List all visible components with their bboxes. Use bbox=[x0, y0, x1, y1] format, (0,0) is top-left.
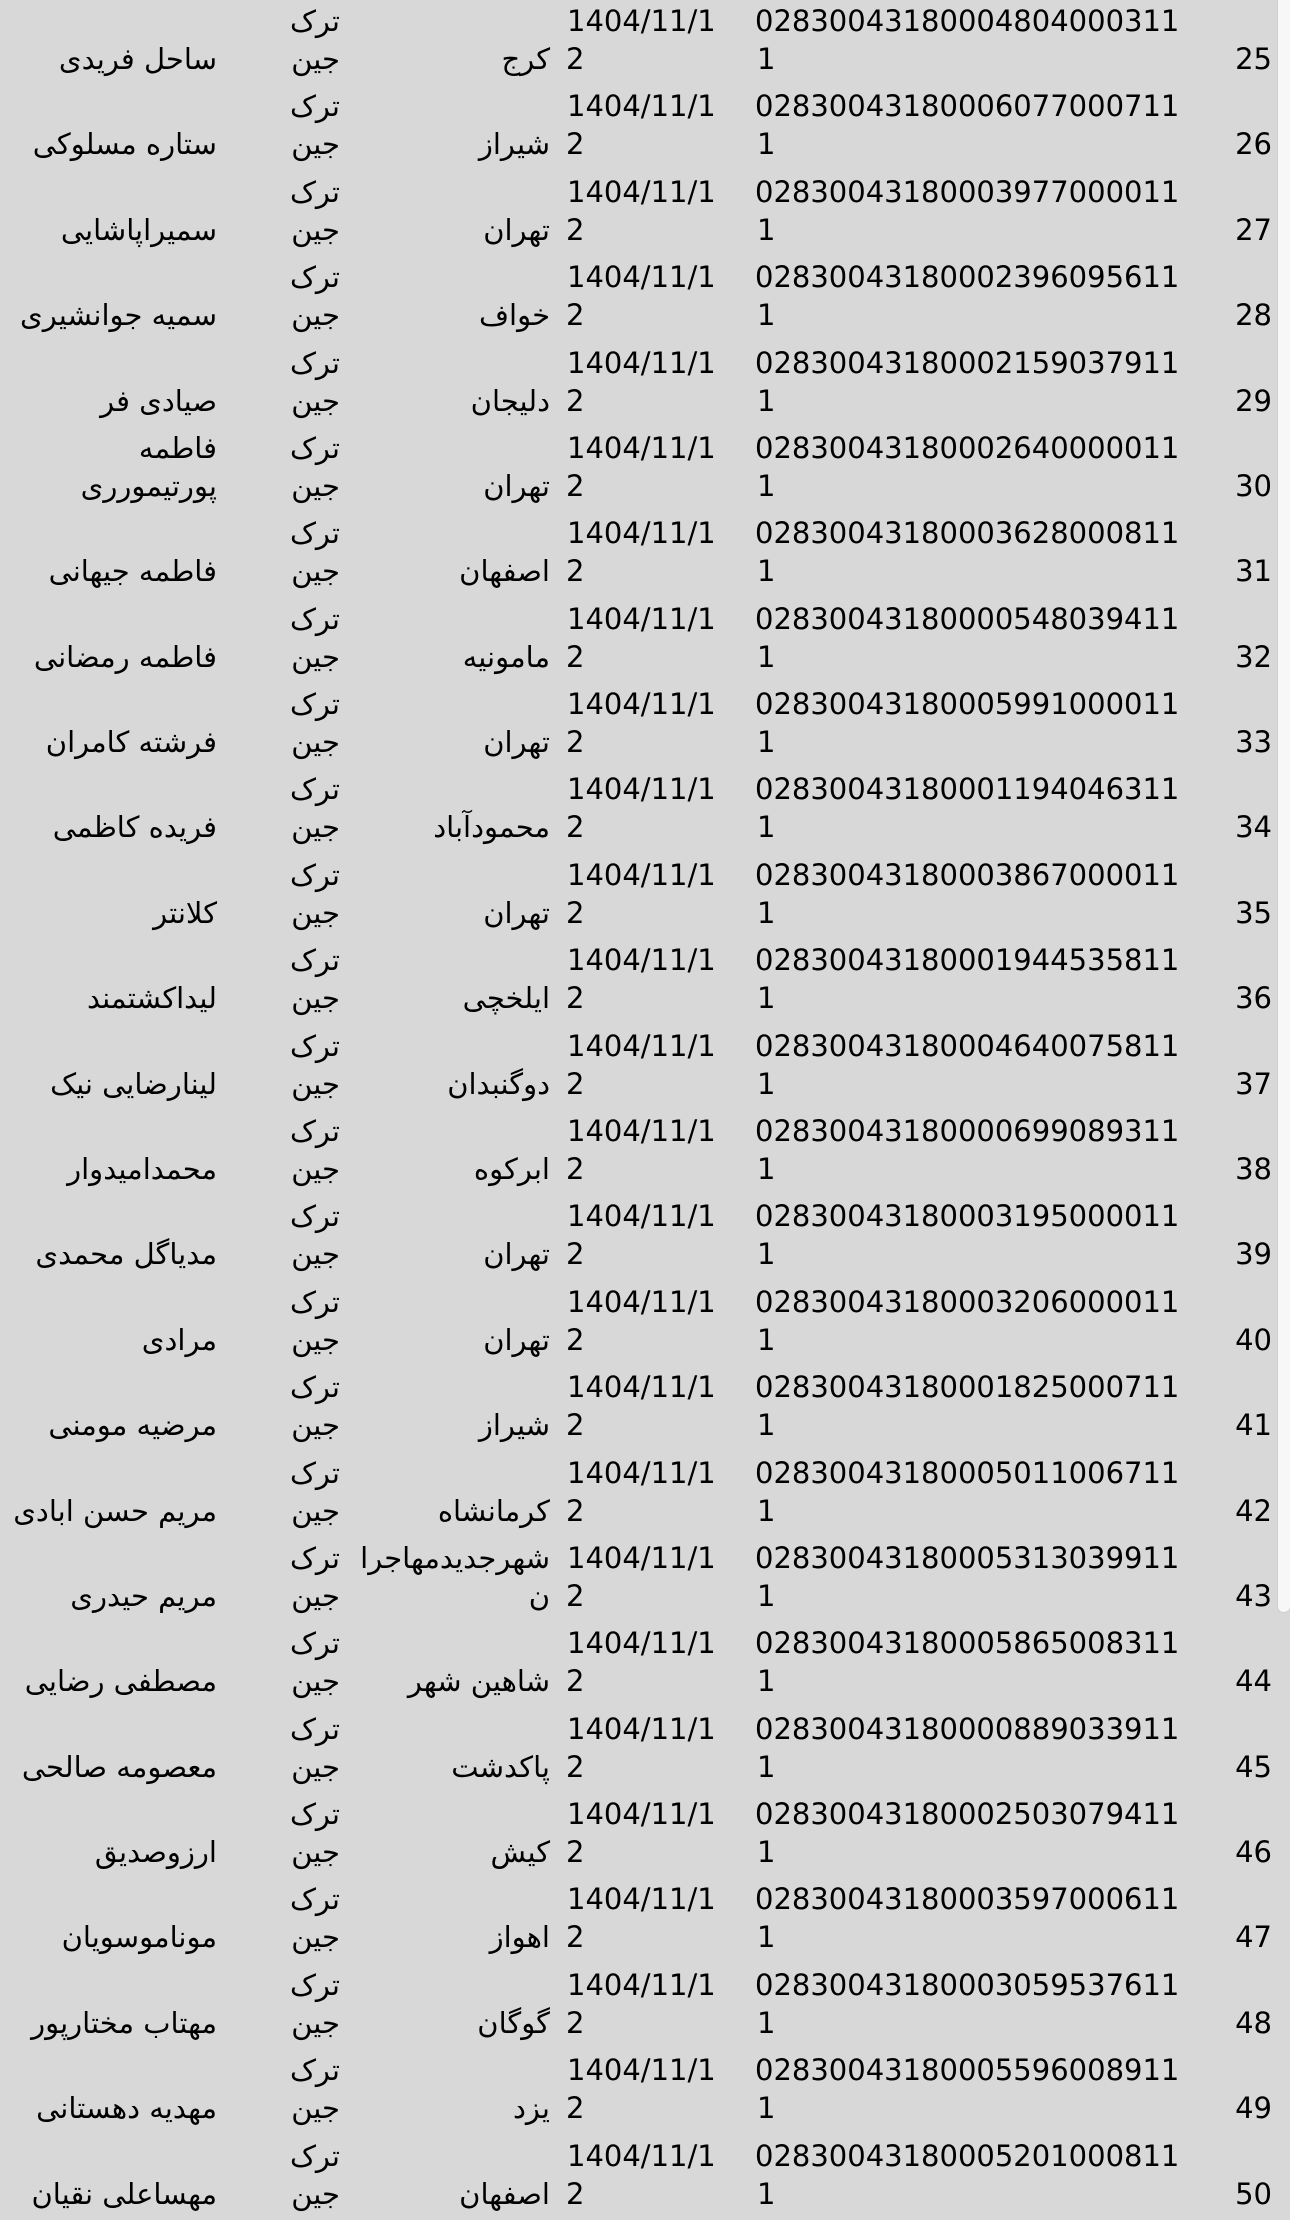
date: 1404/11/1 bbox=[567, 687, 716, 721]
row-number: 30 bbox=[1235, 469, 1272, 503]
date: 1404/11/1 bbox=[567, 516, 716, 550]
quantity: 2 bbox=[566, 1920, 585, 1954]
customer-name: مرادی bbox=[141, 1323, 217, 1357]
customer-name: فرشته کامران bbox=[45, 725, 217, 759]
customer-name: مریم حسن ابادی bbox=[13, 1494, 217, 1528]
tracking-code: 02830043180005201000811 bbox=[755, 2139, 1180, 2173]
city: دلیجان bbox=[470, 384, 550, 418]
customer-name: لیداکشتمند bbox=[86, 981, 217, 1015]
quantity: 2 bbox=[566, 1835, 585, 1869]
city-line1: شهرجدیدمهاجرا bbox=[360, 1541, 550, 1575]
product-type-line2: جین bbox=[291, 42, 340, 76]
quantity: 2 bbox=[566, 1323, 585, 1357]
product-type-line1: ترک bbox=[289, 89, 340, 123]
city: گوگان bbox=[477, 2006, 550, 2040]
tracking-code-wrap: 1 bbox=[757, 1835, 776, 1869]
table-row bbox=[0, 1793, 1290, 1879]
product-type-line1: ترک bbox=[289, 2139, 340, 2173]
product-type-line2: جین bbox=[291, 127, 340, 161]
city: دوگنبدان bbox=[447, 1067, 550, 1101]
product-type-line1: ترک bbox=[289, 1114, 340, 1148]
customer-name: مهتاب مختارپور bbox=[31, 2006, 217, 2040]
date: 1404/11/1 bbox=[567, 2139, 716, 2173]
date: 1404/11/1 bbox=[567, 1882, 716, 1916]
date: 1404/11/1 bbox=[567, 1968, 716, 2002]
customer-name: لینارضایی نیک bbox=[50, 1067, 217, 1101]
table-row bbox=[0, 1025, 1290, 1111]
tracking-code-wrap: 1 bbox=[757, 1494, 776, 1528]
tracking-code: 02830043180001194046311 bbox=[755, 772, 1180, 806]
product-type-line1: ترک bbox=[289, 943, 340, 977]
customer-name: فریده کاظمی bbox=[52, 810, 217, 844]
date: 1404/11/1 bbox=[567, 89, 716, 123]
product-type-line1: ترک bbox=[289, 260, 340, 294]
row-number: 26 bbox=[1235, 127, 1272, 161]
tracking-code: 02830043180002640000011 bbox=[755, 431, 1180, 465]
tracking-code: 02830043180002503079411 bbox=[755, 1797, 1180, 1831]
product-type-line2: جین bbox=[291, 1664, 340, 1698]
city: شیراز bbox=[478, 127, 550, 161]
row-number: 29 bbox=[1235, 384, 1272, 418]
quantity: 2 bbox=[566, 810, 585, 844]
product-type-line2: جین bbox=[291, 1323, 340, 1357]
date: 1404/11/1 bbox=[567, 772, 716, 806]
tracking-code: 02830043180000699089311 bbox=[755, 1114, 1180, 1148]
product-type-line1: ترک bbox=[289, 175, 340, 209]
city: یزد bbox=[513, 2091, 550, 2125]
table-row bbox=[0, 85, 1290, 171]
row-number: 38 bbox=[1235, 1152, 1272, 1186]
table-row bbox=[0, 342, 1290, 428]
product-type-line2: جین bbox=[291, 384, 340, 418]
tracking-code: 02830043180005596008911 bbox=[755, 2053, 1180, 2087]
tracking-code: 02830043180002396095611 bbox=[755, 260, 1180, 294]
table-row bbox=[0, 598, 1290, 684]
date: 1404/11/1 bbox=[567, 1712, 716, 1746]
product-type-line1: ترک bbox=[289, 1456, 340, 1490]
city: پاکدشت bbox=[451, 1750, 550, 1784]
tracking-code: 02830043180004804000311 bbox=[755, 4, 1180, 38]
tracking-code: 02830043180002159037911 bbox=[755, 346, 1180, 380]
city: تهران bbox=[483, 1323, 550, 1357]
product-type-line1: ترک bbox=[289, 4, 340, 38]
tracking-code-wrap: 1 bbox=[757, 469, 776, 503]
tracking-code-wrap: 1 bbox=[757, 127, 776, 161]
date: 1404/11/1 bbox=[567, 1797, 716, 1831]
product-type-line1: ترک bbox=[289, 1882, 340, 1916]
product-type-line2: جین bbox=[291, 2091, 340, 2125]
city: محمودآباد bbox=[433, 810, 550, 844]
tracking-code-wrap: 1 bbox=[757, 1920, 776, 1954]
city: کیش bbox=[490, 1835, 550, 1869]
row-number: 34 bbox=[1235, 810, 1272, 844]
date: 1404/11/1 bbox=[567, 1456, 716, 1490]
tracking-code-wrap: 1 bbox=[757, 1750, 776, 1784]
product-type-line1: ترک bbox=[289, 1029, 340, 1063]
product-type-line1: ترک bbox=[289, 772, 340, 806]
table-row bbox=[0, 1110, 1290, 1196]
customer-name: مهساعلی نقیان bbox=[31, 2177, 217, 2211]
product-type-line2: جین bbox=[291, 1835, 340, 1869]
table-row bbox=[0, 768, 1290, 854]
product-type-line2: جین bbox=[291, 725, 340, 759]
date: 1404/11/1 bbox=[567, 1199, 716, 1233]
quantity: 2 bbox=[566, 42, 585, 76]
city: تهران bbox=[483, 725, 550, 759]
product-type-line1: ترک bbox=[289, 858, 340, 892]
tracking-code-wrap: 1 bbox=[757, 1067, 776, 1101]
city: تهران bbox=[483, 469, 550, 503]
customer-name: مرضیه مومنی bbox=[48, 1408, 217, 1442]
quantity: 2 bbox=[566, 384, 585, 418]
product-type-line2: جین bbox=[291, 2006, 340, 2040]
product-type-line1: ترک bbox=[289, 1712, 340, 1746]
table-row bbox=[0, 1878, 1290, 1964]
quantity: 2 bbox=[566, 1579, 585, 1613]
customer-name: مدیاگل محمدی bbox=[35, 1237, 217, 1271]
tracking-code: 02830043180003597000611 bbox=[755, 1882, 1180, 1916]
city: ابرکوه bbox=[473, 1152, 550, 1186]
tracking-code: 02830043180003628000811 bbox=[755, 516, 1180, 550]
city: کرمانشاه bbox=[437, 1494, 550, 1528]
row-number: 28 bbox=[1235, 298, 1272, 332]
customer-name: پورتیمورری bbox=[80, 469, 217, 503]
tracking-code-wrap: 1 bbox=[757, 2177, 776, 2211]
row-number: 41 bbox=[1235, 1408, 1272, 1442]
table-row bbox=[0, 0, 1290, 86]
table-row bbox=[0, 1281, 1290, 1367]
customer-name: مریم حیدری bbox=[70, 1579, 217, 1613]
city: اصفهان bbox=[459, 554, 550, 588]
tracking-code: 02830043180003059537611 bbox=[755, 1968, 1180, 2002]
row-number: 32 bbox=[1235, 640, 1272, 674]
tracking-code: 02830043180003195000011 bbox=[755, 1199, 1180, 1233]
product-type-line1: ترک bbox=[289, 687, 340, 721]
table-row bbox=[0, 1537, 1290, 1623]
quantity: 2 bbox=[566, 896, 585, 930]
table-row bbox=[0, 2135, 1290, 2220]
product-type-line2: جین bbox=[291, 1494, 340, 1528]
tracking-code-wrap: 1 bbox=[757, 725, 776, 759]
quantity: 2 bbox=[566, 1494, 585, 1528]
city: کرج bbox=[501, 42, 550, 76]
row-number: 42 bbox=[1235, 1494, 1272, 1528]
quantity: 2 bbox=[566, 127, 585, 161]
tracking-code-wrap: 1 bbox=[757, 2006, 776, 2040]
tracking-code-wrap: 1 bbox=[757, 384, 776, 418]
date: 1404/11/1 bbox=[567, 943, 716, 977]
product-type-line1: ترک bbox=[289, 2053, 340, 2087]
tracking-code-wrap: 1 bbox=[757, 213, 776, 247]
city: ن bbox=[528, 1579, 550, 1613]
product-type-line1: ترک bbox=[289, 1626, 340, 1660]
tracking-code-wrap: 1 bbox=[757, 554, 776, 588]
table-row bbox=[0, 256, 1290, 342]
quantity: 2 bbox=[566, 1664, 585, 1698]
product-type-line2: جین bbox=[291, 298, 340, 332]
city: تهران bbox=[483, 213, 550, 247]
quantity: 2 bbox=[566, 213, 585, 247]
product-type-line2: جین bbox=[291, 896, 340, 930]
tracking-code-wrap: 1 bbox=[757, 1323, 776, 1357]
city: ایلخچی bbox=[462, 981, 550, 1015]
customer-name: فاطمه جیهانی bbox=[48, 554, 217, 588]
city: تهران bbox=[483, 1237, 550, 1271]
product-type-line2: جین bbox=[291, 213, 340, 247]
city: مامونیه bbox=[462, 640, 550, 674]
table-row bbox=[0, 1195, 1290, 1281]
city: شاهین شهر bbox=[407, 1664, 550, 1698]
tracking-code: 02830043180005865008311 bbox=[755, 1626, 1180, 1660]
product-type-line1: ترک bbox=[289, 346, 340, 380]
quantity: 2 bbox=[566, 469, 585, 503]
product-type-line2: جین bbox=[291, 554, 340, 588]
date: 1404/11/1 bbox=[567, 1114, 716, 1148]
quantity: 2 bbox=[566, 1152, 585, 1186]
tracking-code: 02830043180000889033911 bbox=[755, 1712, 1180, 1746]
tracking-code-wrap: 1 bbox=[757, 896, 776, 930]
customer-name: محمدامیدوار bbox=[67, 1152, 217, 1186]
product-type-line1: ترک bbox=[289, 602, 340, 636]
product-type-line1: ترک bbox=[289, 516, 340, 550]
customer-name: مهدیه دهستانی bbox=[36, 2091, 217, 2125]
tracking-code-wrap: 1 bbox=[757, 640, 776, 674]
tracking-code: 02830043180001944535811 bbox=[755, 943, 1180, 977]
tracking-code: 02830043180003867000011 bbox=[755, 858, 1180, 892]
table-row bbox=[0, 1452, 1290, 1538]
row-number: 46 bbox=[1235, 1835, 1272, 1869]
table-row bbox=[0, 1708, 1290, 1794]
tracking-code-wrap: 1 bbox=[757, 1237, 776, 1271]
row-number: 27 bbox=[1235, 213, 1272, 247]
customer-name: معصومه صالحی bbox=[21, 1750, 217, 1784]
date: 1404/11/1 bbox=[567, 2053, 716, 2087]
row-number: 36 bbox=[1235, 981, 1272, 1015]
quantity: 2 bbox=[566, 2006, 585, 2040]
row-number: 40 bbox=[1235, 1323, 1272, 1357]
tracking-code: 02830043180001825000711 bbox=[755, 1370, 1180, 1404]
customer-name: ساحل فریدی bbox=[58, 42, 217, 76]
customer-name: صیادی فر bbox=[100, 384, 217, 418]
product-type-line1: ترک bbox=[289, 1199, 340, 1233]
date: 1404/11/1 bbox=[567, 1541, 716, 1575]
quantity: 2 bbox=[566, 725, 585, 759]
tracking-code: 02830043180006077000711 bbox=[755, 89, 1180, 123]
product-type-line2: جین bbox=[291, 2177, 340, 2211]
quantity: 2 bbox=[566, 1237, 585, 1271]
row-number: 25 bbox=[1235, 42, 1272, 76]
tracking-code-wrap: 1 bbox=[757, 981, 776, 1015]
date: 1404/11/1 bbox=[567, 260, 716, 294]
tracking-code: 02830043180003977000011 bbox=[755, 175, 1180, 209]
tracking-code-wrap: 1 bbox=[757, 1579, 776, 1613]
table-row bbox=[0, 1964, 1290, 2050]
customer-name: مصطفی رضایی bbox=[24, 1664, 217, 1698]
date: 1404/11/1 bbox=[567, 602, 716, 636]
row-number: 50 bbox=[1235, 2177, 1272, 2211]
row-number: 33 bbox=[1235, 725, 1272, 759]
quantity: 2 bbox=[566, 554, 585, 588]
product-type-line2: جین bbox=[291, 1237, 340, 1271]
row-number: 35 bbox=[1235, 896, 1272, 930]
tracking-code: 02830043180004640075811 bbox=[755, 1029, 1180, 1063]
row-number: 49 bbox=[1235, 2091, 1272, 2125]
customer-name: کلانتر bbox=[153, 896, 217, 930]
customer-name: فاطمه رمضانی bbox=[33, 640, 217, 674]
table-row bbox=[0, 512, 1290, 598]
customer-name: ارزوصدیق bbox=[94, 1835, 217, 1869]
date: 1404/11/1 bbox=[567, 431, 716, 465]
customer-name: ستاره مسلوکی bbox=[32, 127, 217, 161]
product-type-line2: جین bbox=[291, 981, 340, 1015]
tracking-code-wrap: 1 bbox=[757, 2091, 776, 2125]
tracking-code: 02830043180005011006711 bbox=[755, 1456, 1180, 1490]
date: 1404/11/1 bbox=[567, 175, 716, 209]
quantity: 2 bbox=[566, 1067, 585, 1101]
tracking-code-wrap: 1 bbox=[757, 810, 776, 844]
date: 1404/11/1 bbox=[567, 1285, 716, 1319]
quantity: 2 bbox=[566, 1750, 585, 1784]
table-row bbox=[0, 2049, 1290, 2135]
product-type-line2: جین bbox=[291, 640, 340, 674]
tracking-code: 02830043180000548039411 bbox=[755, 602, 1180, 636]
product-type-line1: ترک bbox=[289, 1285, 340, 1319]
table-row bbox=[0, 683, 1290, 769]
product-type-line2: جین bbox=[291, 810, 340, 844]
tracking-code-wrap: 1 bbox=[757, 1408, 776, 1442]
product-type-line1: ترک bbox=[289, 1968, 340, 2002]
table-row bbox=[0, 171, 1290, 257]
city: شیراز bbox=[478, 1408, 550, 1442]
date: 1404/11/1 bbox=[567, 1626, 716, 1660]
quantity: 2 bbox=[566, 1408, 585, 1442]
tracking-code-wrap: 1 bbox=[757, 1664, 776, 1698]
quantity: 2 bbox=[566, 2177, 585, 2211]
table-row bbox=[0, 854, 1290, 940]
product-type-line2: جین bbox=[291, 469, 340, 503]
date: 1404/11/1 bbox=[567, 1029, 716, 1063]
table-row bbox=[0, 1622, 1290, 1708]
tracking-code-wrap: 1 bbox=[757, 298, 776, 332]
date: 1404/11/1 bbox=[567, 4, 716, 38]
product-type-line2: جین bbox=[291, 1920, 340, 1954]
table-row bbox=[0, 427, 1290, 513]
row-number: 37 bbox=[1235, 1067, 1272, 1101]
product-type-line1: ترک bbox=[289, 1370, 340, 1404]
product-type-line2: جین bbox=[291, 1067, 340, 1101]
table-row bbox=[0, 1366, 1290, 1452]
row-number: 44 bbox=[1235, 1664, 1272, 1698]
customer-name: سمیراپاشایی bbox=[60, 213, 217, 247]
date: 1404/11/1 bbox=[567, 1370, 716, 1404]
tracking-code-wrap: 1 bbox=[757, 42, 776, 76]
product-type-line1: ترک bbox=[289, 1797, 340, 1831]
quantity: 2 bbox=[566, 640, 585, 674]
row-number: 43 bbox=[1235, 1579, 1272, 1613]
customer-name: موناموسویان bbox=[61, 1920, 217, 1954]
row-number: 39 bbox=[1235, 1237, 1272, 1271]
scrollbar-thumb[interactable] bbox=[1277, 0, 1290, 1613]
city: تهران bbox=[483, 896, 550, 930]
city: خواف bbox=[478, 298, 550, 332]
product-type-line2: جین bbox=[291, 1152, 340, 1186]
product-type-line2: جین bbox=[291, 1408, 340, 1442]
product-type-line2: جین bbox=[291, 1579, 340, 1613]
date: 1404/11/1 bbox=[567, 346, 716, 380]
quantity: 2 bbox=[566, 298, 585, 332]
quantity: 2 bbox=[566, 2091, 585, 2125]
row-number: 48 bbox=[1235, 2006, 1272, 2040]
city: اصفهان bbox=[459, 2177, 550, 2211]
row-number: 47 bbox=[1235, 1920, 1272, 1954]
date: 1404/11/1 bbox=[567, 858, 716, 892]
tracking-code-wrap: 1 bbox=[757, 1152, 776, 1186]
city: اهواز bbox=[489, 1920, 550, 1954]
customer-name: سمیه جوانشیری bbox=[20, 298, 217, 332]
row-number: 31 bbox=[1235, 554, 1272, 588]
row-number: 45 bbox=[1235, 1750, 1272, 1784]
tracking-code: 02830043180005991000011 bbox=[755, 687, 1180, 721]
quantity: 2 bbox=[566, 981, 585, 1015]
product-type-line1: ترک bbox=[289, 1541, 340, 1575]
product-type-line1: ترک bbox=[289, 431, 340, 465]
tracking-code: 02830043180005313039911 bbox=[755, 1541, 1180, 1575]
table-row bbox=[0, 939, 1290, 1025]
customer-name-line1: فاطمه bbox=[138, 431, 217, 465]
tracking-code: 02830043180003206000011 bbox=[755, 1285, 1180, 1319]
product-type-line2: جین bbox=[291, 1750, 340, 1784]
